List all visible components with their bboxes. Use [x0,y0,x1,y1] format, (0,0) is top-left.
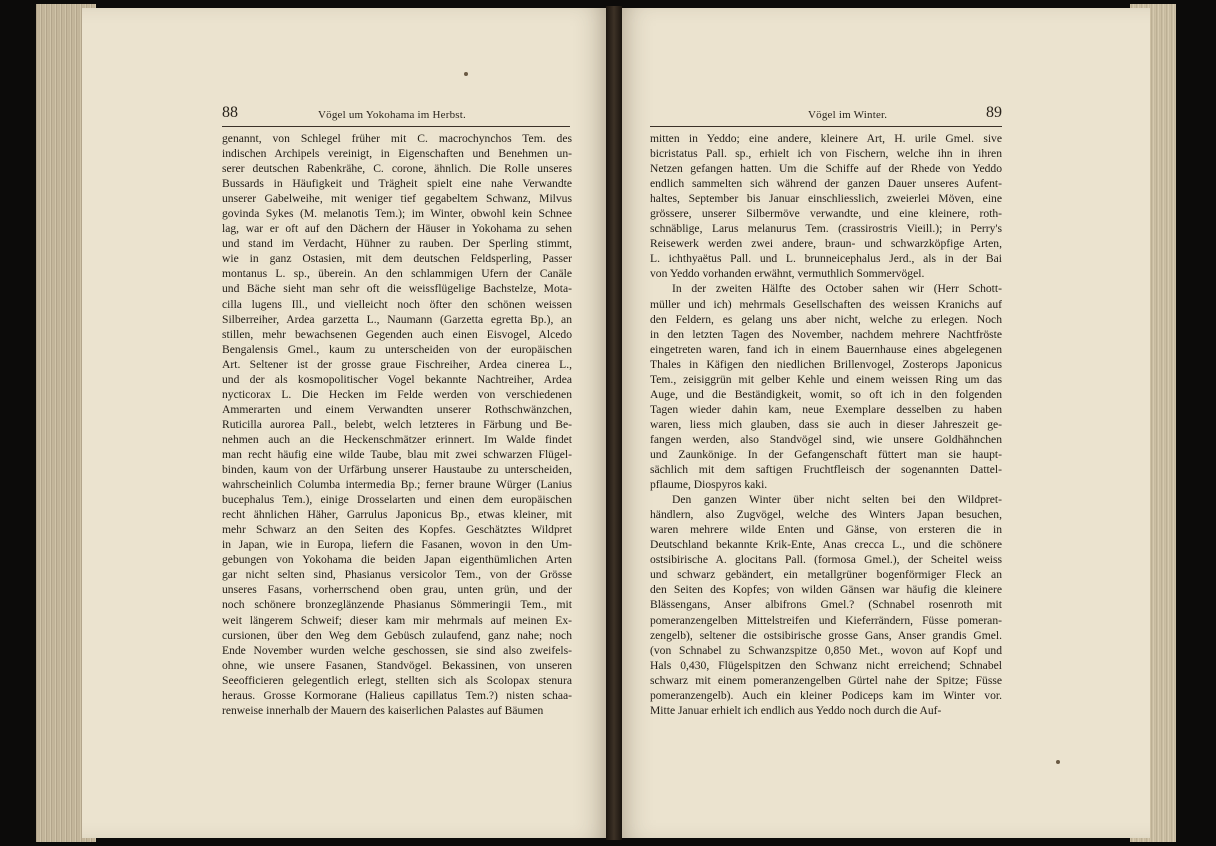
text-line: wahrscheinlich Columba intermedia Bp.; ferner braune Würger (Lanius [222,478,572,492]
text-line: Thales in Käfigen den niedlichen Brillenvogel, Zosterops Japonicus [650,357,1002,371]
text-line: Ammerarten und einem Verwandten unserer Rothschwänzchen, [222,402,572,416]
text-line: und stand im Verdacht, Hühner zu rauben. Der Sperling stimmt, [222,237,572,251]
text-line: Bengalensis Gmel., kaum zu unterscheiden von der europäischen [222,342,572,356]
text-line: montanus L. sp., überein. An den schlammigen Ufern der Canäle [222,267,572,281]
text-line: Ruticilla aurorea Pall., belebt, welch letzteres in Färbung und Be- [222,417,572,431]
text-line: Blässengans, Anser albifrons Gmel.? (Schnabel rosenroth mit [650,598,1002,612]
text-line: eingetreten waren, fand ich in einem Bauernhause eines abgelegenen [650,342,1002,356]
text-line: Bussards in Häufigkeit und Trägheit spielt eine nahe Verwandte [222,177,572,191]
left-page-text [222,131,572,718]
text-line: Silberreiher, Ardea garzetta L., Naumann (Garzetta egretta Bp.), an [222,312,572,326]
left-running-head: Vögel um Yokohama im Herbst. [318,109,466,121]
text-line: sächlich mit dem saftigen Fruchtfleisch der sogenannten Dattel- [650,463,1002,477]
book-gutter [606,6,622,840]
text-line: bucephalus Tem.), einige Drosselarten und einen dem europäischen [222,493,572,507]
text-line: bicristatus Pall. sp., erhielt ich von Fischern, welche ihn in ihren [650,147,1002,161]
text-line: gebungen von Yokohama die beiden Japan eigenthümlichen Arten [222,553,572,567]
left-page [82,8,612,838]
text-line: noch schönere bronzeglänzende Phasianus Sömmeringii Tem., mit [222,598,572,612]
text-line: händlern, also Zugvögel, welche des Winters Japan besuchen, [650,508,1002,522]
text-line: und Zaunkönige. In der Gefangenschaft füttert man sie haupt- [650,447,1002,461]
text-line: müller und ich) mehrmals Gesellschaften des weissen Kranichs auf [650,297,1002,311]
text-line: ostsibirische A. glocitans Pall. (formosa Gmel.), der Scheitel weiss [650,553,1002,567]
text-line: heraus. Grosse Kormorane (Halieus capillatus Tem.?) nisten schaa- [222,688,572,702]
text-line: von Yeddo vorhanden erwähnt, vermuthlich Sommervögel. [650,267,925,281]
text-line: und schwarz gebändert, ein metallgrüner bogenförmiger Fleck an [650,568,1002,582]
text-line: Mitte Januar erhielt ich endlich aus Yeddo noch durch die Auf- [650,703,942,717]
text-line: (von Schnabel zu Schwanzspitze 0,850 Met., wovon auf Kopf und [650,643,1002,657]
text-line: Hals 0,430, Flügelspitzen den Schwanz nicht erreichend; Schnabel [650,658,1002,672]
text-line: ohne, wie unsere Fasanen, Standvögel. Bekassinen, von unseren [222,658,572,672]
text-line: binden, kaum von der Urfärbung unserer Haustaube zu unterscheiden, [222,463,572,477]
text-line: Tagen wieder dahin kam, neue Exemplare desselben zu haben [650,402,1002,416]
text-line: serer deutschen Rabenkrähe, C. corone, ähnlich. Die Rolle unseres [222,162,572,176]
left-head-rule [222,126,570,127]
text-line: mehr Schwarz an den Seiten des Kopfes. Geschätztes Wildpret [222,523,572,537]
text-line: man recht häufig eine wilde Taube, blau mit zwei schwarzen Flügel- [222,447,572,461]
text-line: waren mehrere wilde Enten und Gänse, von ersteren die in [650,523,1002,537]
text-line: pflaume, Diospyros kaki. [650,478,768,492]
text-line: fangen werden, also Standvögel sind, wie unsere Goldhähnchen [650,432,1002,446]
text-line: nehmen auch an die Heckenschmätzer erinnert. Im Walde findet [222,432,572,446]
text-line: indischen Archipels vereinigt, in Eigenschaften und Benehmen un- [222,147,572,161]
text-line: wie in ganz Ostasien, mit dem deutschen Feldsperling, Passer [222,252,572,266]
text-line: pomeranzengelb). Auch ein kleiner Podiceps kam im Winter vor. [650,688,1002,702]
text-line: haltes, September bis Januar einschliesslich, zweierlei Möven, eine [650,192,1002,206]
text-line: weit längerem Schweif; dieser kam mir mehrmals auf meinen Ex- [222,613,572,627]
text-line: pomeranzengelben Mittelstreifen und Kieferrändern, Füsse pomeran- [650,613,1002,627]
right-running-head: Vögel im Winter. [808,109,888,121]
text-line: L. ichthyaëtus Pall. und L. brunneicephalus Jerd., als in der Bai [650,252,1002,266]
text-line: endlich sammelten sich während der ganzen Dauer unseres Aufent- [650,177,1002,191]
text-line: mitten in Yeddo; eine andere, kleinere Art, H. urile Gmel. sive [650,132,1002,145]
text-line: In der zweiten Hälfte des October sahen wir (Herr Schott- [672,282,1002,296]
text-line: Netzen gefangen hatten. Um die Schiffe auf der Rhede von Yeddo [650,162,1002,176]
text-line: renweise innerhalb der Mauern des kaiserlichen Palastes auf Bäumen [222,703,544,717]
text-line: cursionen, über den Weg dem Gebüsch zulaufend, ganz nahe; noch [222,628,572,642]
text-line: Seeofficieren gelegentlich erlegt, stellten sich als Scolopax stenura [222,673,572,687]
text-line: Art. Seltener ist der grosse graue Fischreiher, Ardea cinerea L., [222,357,572,371]
text-line: grössere, unserer Silbermöve verwandte, und eine kleinere, roth- [650,207,1002,221]
text-line: gar nicht selten sind, Phasianus versicolor Tem., von der Grösse [222,568,572,582]
left-page-number: 88 [222,104,238,121]
text-line: govinda Sykes (M. melanotis Tem.); im Winter, obwohl kein Schnee [222,207,572,221]
text-line: schnäblige, Larus melanurus Tem. (crassirostris Vieill.); in Perry's [650,222,1002,236]
text-line: cilla lugens Ill., und vielleicht noch öfter den schönen weissen [222,297,572,311]
text-line: und Bäche sieht man sehr oft die weissflügelige Bachstelze, Mota- [222,282,572,296]
right-page-number: 89 [986,104,1002,121]
text-line: in Japan, wie in Europa, liefern die Fasanen, wovon in den Um- [222,538,572,552]
text-line: Den ganzen Winter über nicht selten bei den Wildpret- [672,493,1002,507]
text-line: zengelb), seltener die ostsibirische grosse Gans, Anser grandis Gmel. [650,628,1002,642]
text-line: Auge, und die Beständigkeit, womit, so oft ich in den folgenden [650,387,1002,401]
paper-spot [464,72,468,76]
text-line: stillen, mehr bewachsenen Gegenden auch einen Eisvogel, Alcedo [222,327,572,341]
text-line: den Seiten des Kopfes; von wilden Gänsen war häufig die kleinere [650,583,1002,597]
paper-spot [1056,760,1060,764]
right-page [614,8,1150,838]
text-line: Tem., zeisiggrün mit gelber Kehle und einem weissen Ring um das [650,372,1002,386]
text-line: in den letzten Tagen des November, nachdem mehrere Nachtfröste [650,327,1002,341]
text-line: unseres Fasans, vorherrschend oben grau, unten grün, und der [222,583,572,597]
text-line: Reisewerk werden zwei andere, braun- und schwarzköpfige Arten, [650,237,1002,251]
text-line: und der als kosmopolitischer Vogel bekannte Nachtreiher, Ardea [222,372,572,386]
text-line: Ende November wurden welche geschossen, sie sind also zweifels- [222,643,572,657]
text-line: Deutschland bekannte Krik-Ente, Anas crecca L., und die schönere [650,538,1002,552]
text-line: genannt, von Schlegel früher mit C. macrochynchos Tem. des [222,132,572,145]
right-head-rule [650,126,1002,127]
text-line: schwarz mit einem pomeranzengelben Gürtel nahe der Spitze; Füsse [650,673,1002,687]
text-line: lag, war er oft auf den Dächern der Häuser in Yokohama zu sehen [222,222,572,236]
text-line: recht ähnlichen Häher, Garrulus Japonicus Bp., etwas kleiner, mit [222,508,572,522]
text-line: den Feldern, es gelang uns aber nicht, welche zu erlegen. Noch [650,312,1002,326]
text-line: unserer Gabelweihe, mit weniger tief gegabeltem Schwanz, Milvus [222,192,572,206]
text-line: waren, liess mich glauben, dass sie auch in dieser Jahreszeit ge- [650,417,1002,431]
right-page-text [650,131,1002,718]
text-line: nycticorax L. Die Hecken im Felde werden von verschiedenen [222,387,572,401]
